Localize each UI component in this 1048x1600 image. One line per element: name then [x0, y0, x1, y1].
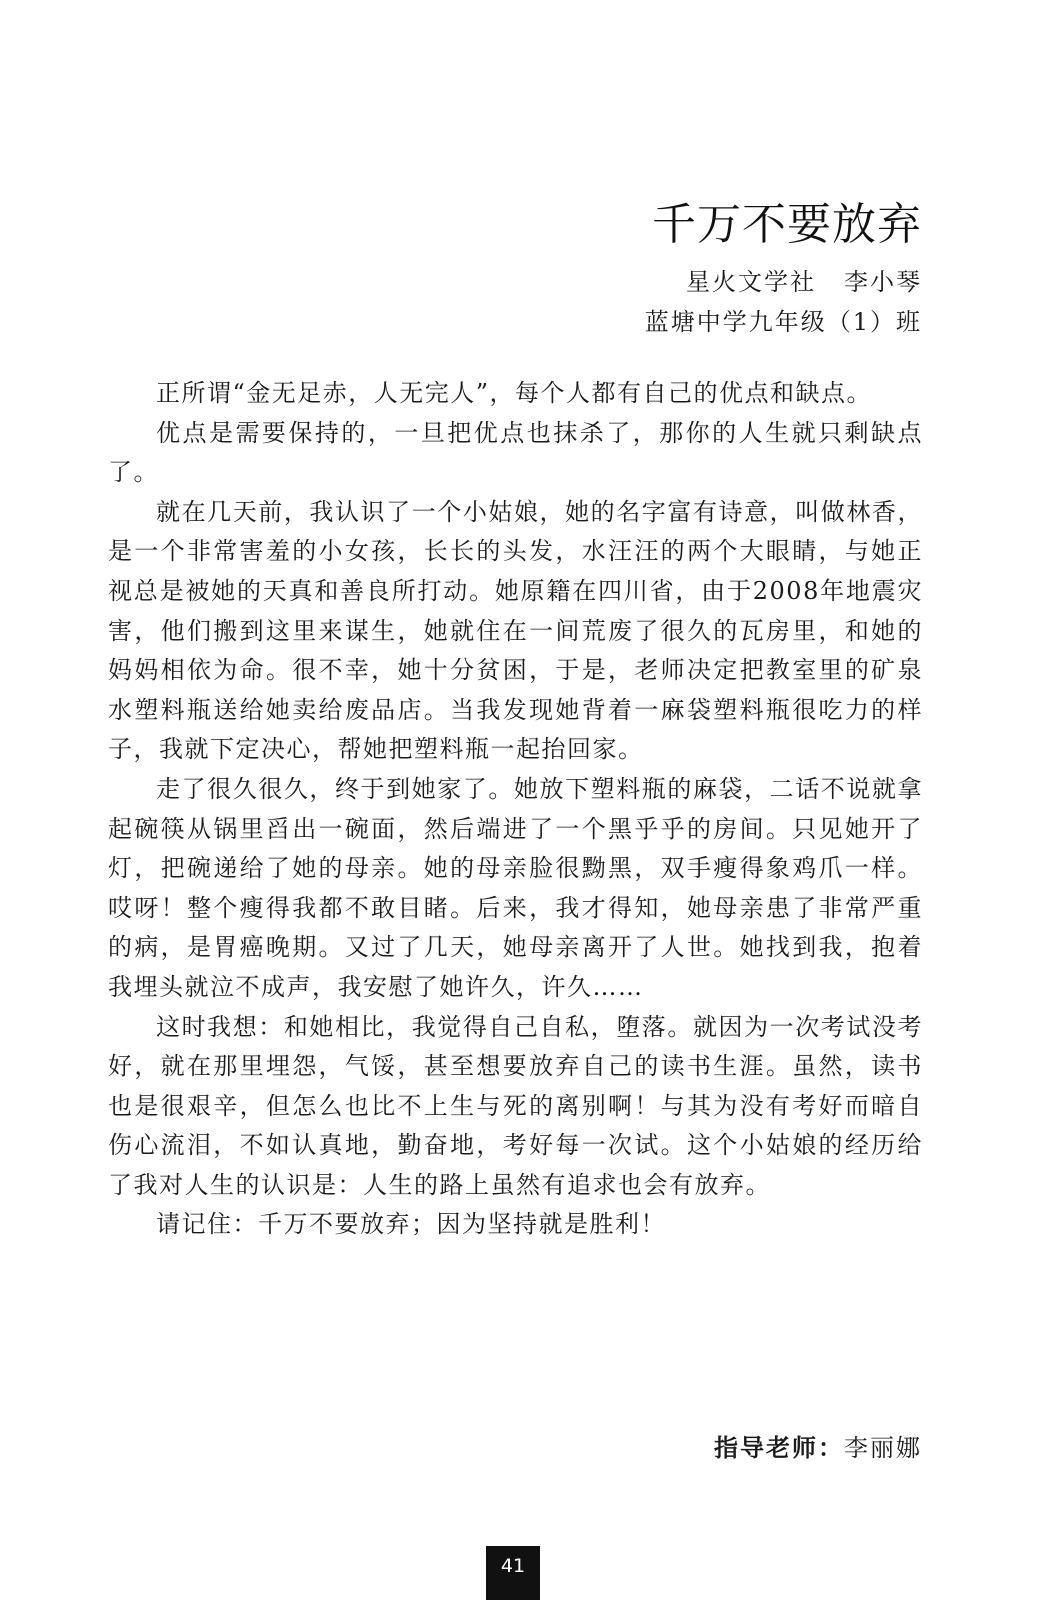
paragraph: 正所谓“金无足赤，人无完人”，每个人都有自己的优点和缺点。: [156, 379, 873, 407]
article-body: [108, 374, 923, 1245]
advisor-signature: [714, 1428, 922, 1463]
paragraph: 走了很久很久，终于到她家了。她放下塑料瓶的麻袋，二话不说就拿起碗筷从锅里舀出一碗面，然后端进了一个黑乎乎的房间。只见她开了灯，把碗递给了她的母亲。她的母亲脸很黝黑，双手瘦得象鸡爪一样。哎呀！整个瘦得我都不敢目睹。后来，我才得知，她母亲患了非常严重的病，是胃癌晚期。又过了几天，她母亲离开了人世。她找到我，抱着我埋头就泣不成声，我安慰了她许久，许久……: [108, 774, 923, 1001]
club-name: 星火文学社: [686, 268, 816, 296]
article-title: 千万不要放弃: [652, 199, 922, 250]
paragraph: 请记住：千万不要放弃；因为坚持就是胜利！: [156, 1210, 666, 1239]
page-number: 41: [486, 1546, 540, 1600]
article-header: [645, 196, 922, 342]
author-line: [645, 262, 922, 302]
advisor-name: 李丽娜: [844, 1434, 922, 1462]
advisor-label: 指导老师：: [714, 1434, 844, 1462]
author-name: 李小琴: [844, 268, 922, 296]
paragraph: 优点是需要保持的，一旦把优点也抹杀了，那你的人生就只剩缺点了。: [108, 418, 923, 487]
paragraph: 就在几天前，我认识了一个小姑娘，她的名字富有诗意，叫做林香，是一个非常害羞的小女孩，长长的头发，水汪汪的两个大眼睛，与她正视总是被她的天真和善良所打动。她原籍在四川省，由于2008年地震灾害，他们搬到这里来谋生，她就住在一间荒废了很久的瓦房里，和她的妈妈相依为命。很不幸，她十分贫困，于是，老师决定把教室里的矿泉水塑料瓶送给她卖给废品店。当我发现她背着一麻袋塑料瓶很吃力的样子，我就下定决心，帮她把塑料瓶一起抬回家。: [108, 497, 923, 764]
school-class: 蓝塘中学九年级（1）班: [644, 308, 922, 336]
paragraph: 这时我想：和她相比，我觉得自己自私，堕落。就因为一次考试没考好，就在那里埋怨，气馁，甚至想要放弃自己的读书生涯。虽然，读书也是很艰辛，但怎么也比不上生与死的离别啊！与其为没有考好而暗自伤心流泪，不如认真地，勤奋地，考好每一次试。这个小姑娘的经历给了我对人生的认识是：人生的路上虽然有追求也会有放弃。: [108, 1012, 923, 1199]
